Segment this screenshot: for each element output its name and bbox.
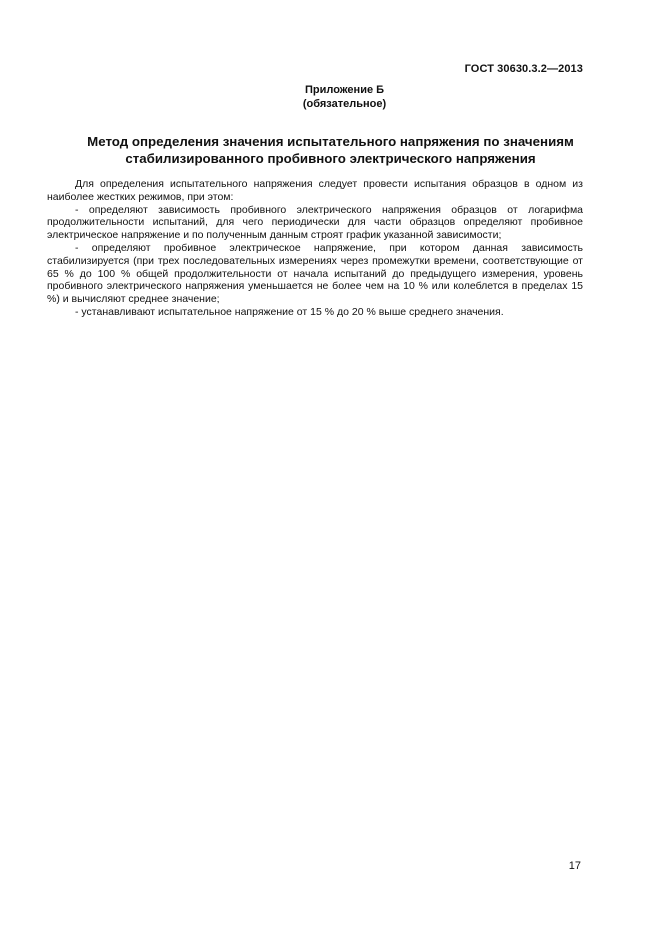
annex-label: Приложение Б [304,84,385,96]
paragraph-item-test-voltage: - устанавливают испытательное напряжение от 15 % до 20 % выше среднего значения. [75,305,504,318]
paragraph-item-dependency: - определяют зависимость пробивного электрического напряжения образцов от логарифма продолжительности испытаний, для чего периодически для части образцов определяют пробивное электрическое напряжение и по полученным данным строят график указанной зависимости; [47,203,583,242]
section-title [40,133,621,167]
paragraph-item-stabilization: - определяют пробивное электрическое напряжение, при котором данная зависимость стабилизируется (при трех последовательных измерениях через промежутки времени, соответствующие от 65 % до 100 % общей продолжительности от начала испытаний до предыдущего измерения, уровень пробивного электрического напряжения уменьшается не более чем на 10 % или колеблется в пределах 15 %) и вычисляют среднее значение; [47,241,583,306]
paragraph-intro: Для определения испытательного напряжения следует провести испытания образцов в одном из наиболее жестких режимов, при этом: [47,178,583,203]
annex-status: (обязательное) [302,98,387,110]
page-number: 17 [568,860,581,872]
section-title-line-2: стабилизированного пробивного электрического напряжения [125,151,536,166]
body-text [47,178,583,319]
annex-heading [0,83,661,111]
section-title-line-1: Метод определения значения испытательного напряжения по значениям [87,134,574,149]
standard-code: ГОСТ 30630.3.2—2013 [464,63,583,75]
